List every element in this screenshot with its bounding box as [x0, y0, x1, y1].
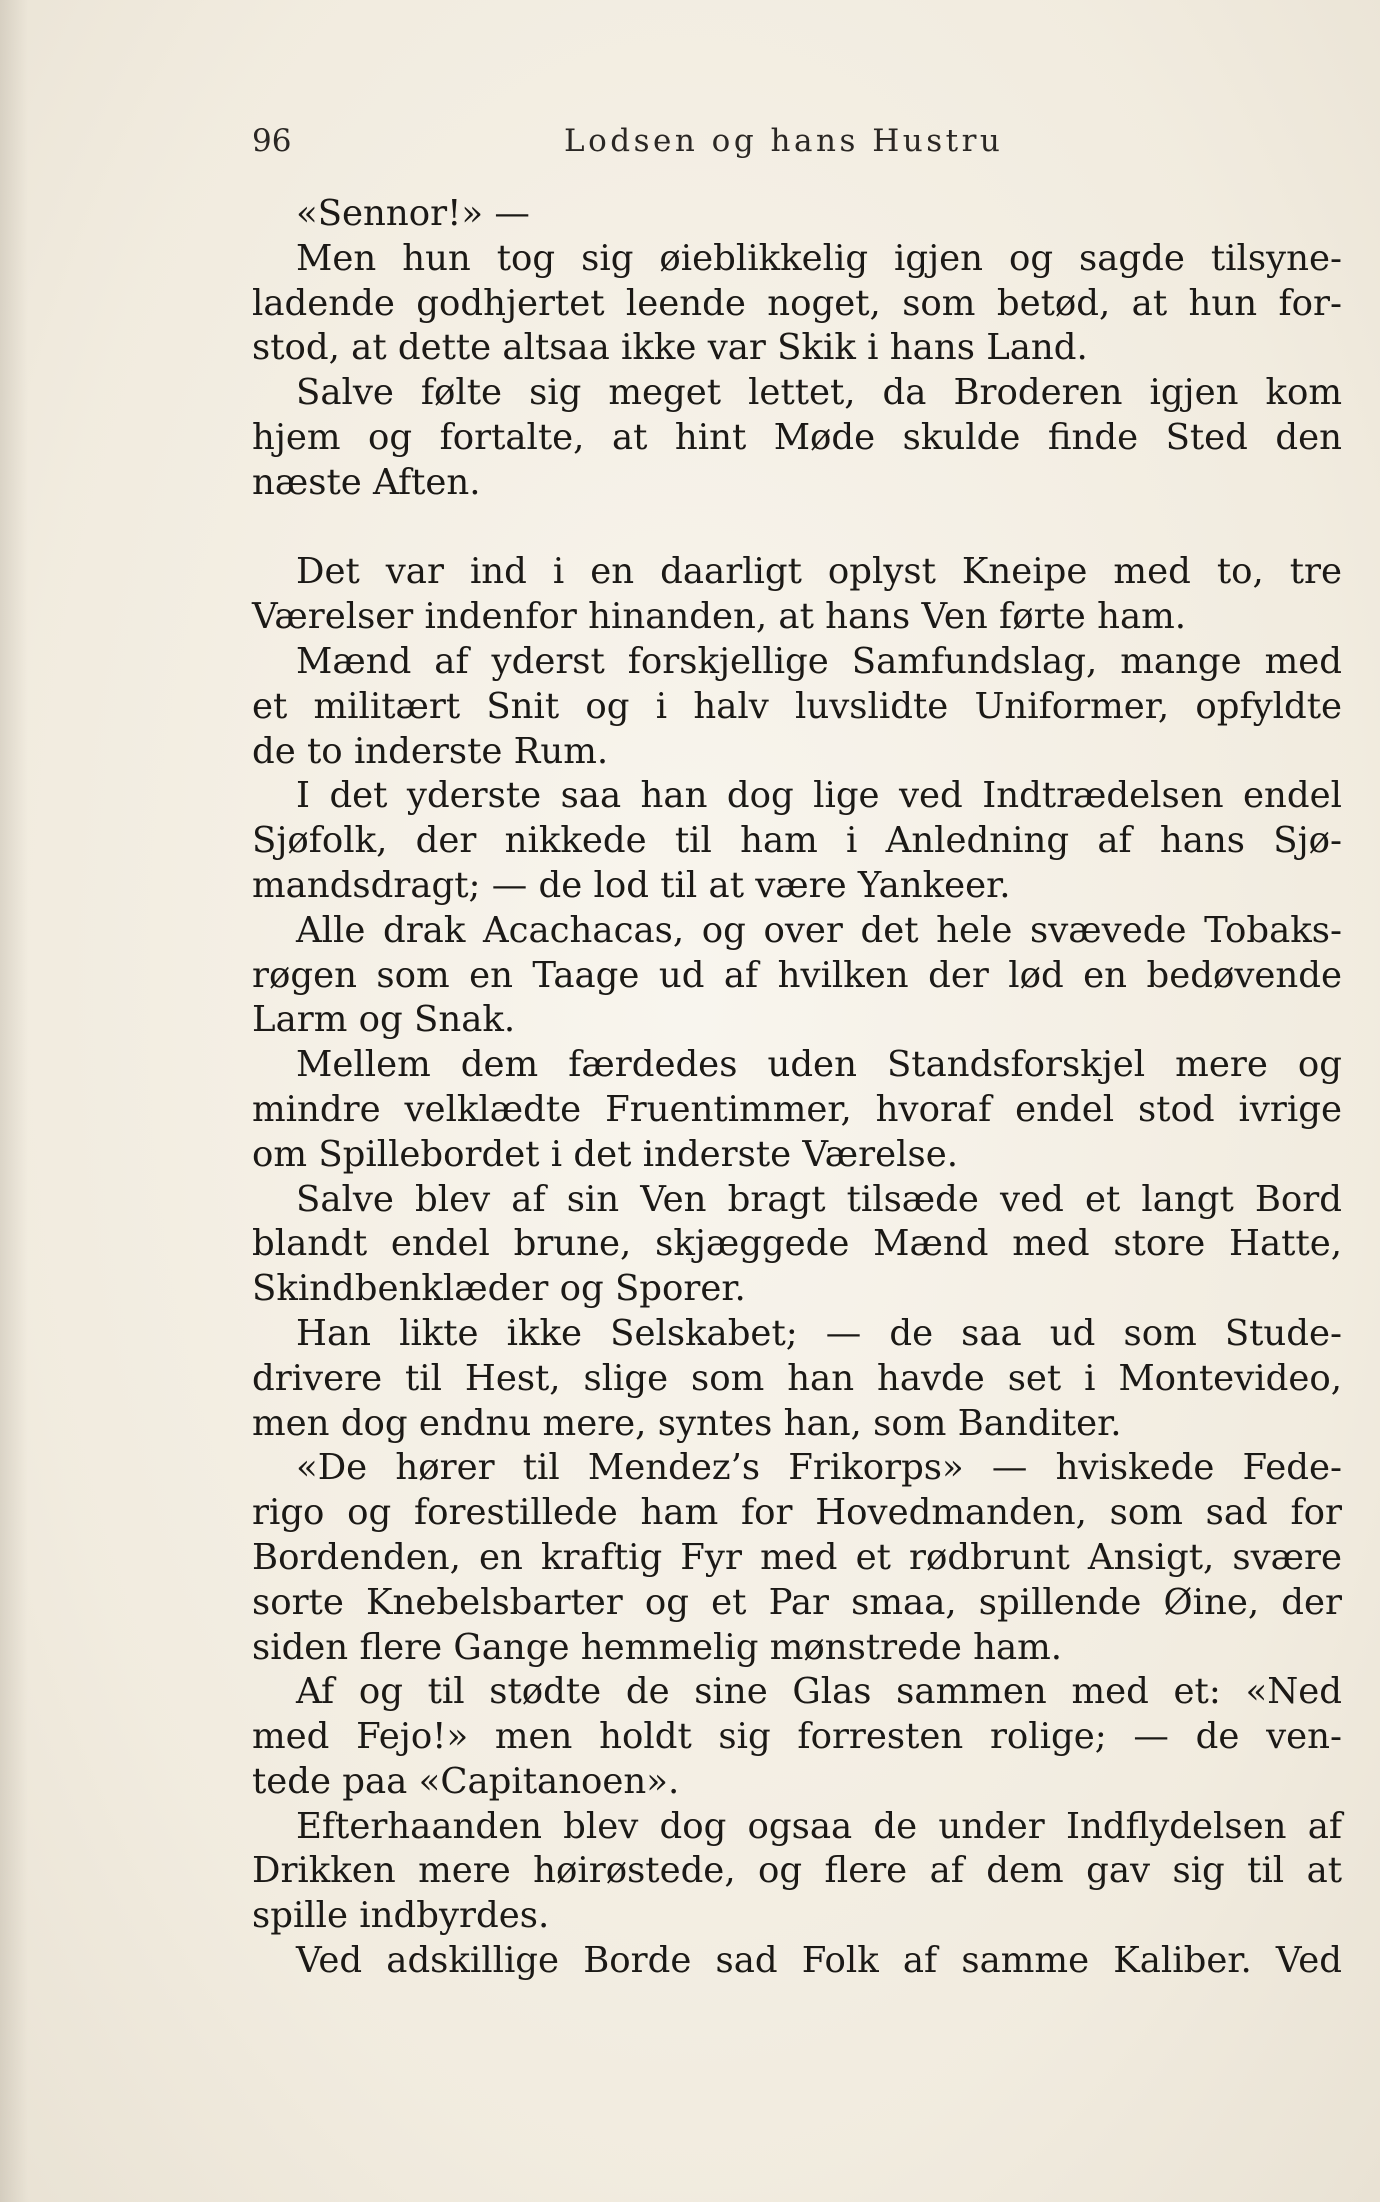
text-line: Men hun tog sig øieblikkelig igjen og sagde tilsyne- [296, 237, 1342, 279]
text-line: Ved adskillige Borde sad Folk af samme Kaliber. Ved [296, 1940, 1342, 1982]
body-text [252, 192, 1342, 1984]
binding-shadow [0, 0, 28, 2202]
text-line: stod, at dette altsaa ikke var Skik i hans Land. [252, 327, 1088, 369]
text-line: mindre velklædte Fruentimmer, hvoraf endel stod ivrige [252, 1088, 1342, 1130]
text-line: Efterhaanden blev dog ogsaa de under Indflydelsen af [296, 1805, 1342, 1847]
running-title: Lodsen og hans Hustru [564, 123, 1004, 159]
page-number: 96 [252, 123, 292, 159]
text-line: Det var ind i en daarligt oplyst Kneipe med to, tre [296, 551, 1342, 593]
text-line: rigo og forestillede ham for Hovedmanden, som sad for [252, 1492, 1342, 1534]
text-line: ladende godhjertet leende noget, som betød, at hun for- [252, 282, 1342, 324]
text-line: «Sennor!» — [296, 193, 530, 234]
text-line: drivere til Hest, slige som han havde set i Montevideo, [252, 1357, 1342, 1399]
text-line: Skindbenklæder og Sporer. [252, 1268, 746, 1310]
text-line: siden flere Gange hemmelig mønstrede ham. [252, 1626, 1063, 1668]
text-line: tede paa «Capitanoen». [252, 1760, 680, 1802]
text-line: sorte Knebelsbarter og et Par smaa, spillende Øine, der [252, 1581, 1342, 1623]
text-line: Alle drak Acachacas, og over det hele svævede Tobaks- [296, 909, 1342, 951]
text-line: «De hører til Mendez’s Frikorps» — hviskede Fede- [296, 1447, 1342, 1489]
text-line: Mænd af yderst forskjellige Samfundslag, mange med [296, 640, 1342, 682]
text-line: Værelser indenfor hinanden, at hans Ven førte ham. [252, 596, 1187, 638]
text-line: mandsdragt; — de lod til at være Yankeer. [252, 864, 1011, 906]
text-line: I det yderste saa han dog lige ved Indtrædelsen endel [296, 775, 1342, 817]
text-line: Bordenden, en kraftig Fyr med et rødbrunt Ansigt, svære [252, 1536, 1342, 1578]
text-line: Larm og Snak. [252, 999, 516, 1041]
text-line: Drikken mere høirøstede, og flere af dem gav sig til at [252, 1850, 1342, 1892]
text-line: hjem og fortalte, at hint Møde skulde finde Sted den [252, 416, 1342, 458]
text-line: de to inderste Rum. [252, 730, 609, 772]
text-line: men dog endnu mere, syntes han, som Banditer. [252, 1402, 1122, 1444]
text-line: røgen som en Taage ud af hvilken der lød en bedøvende [252, 954, 1342, 996]
page-header [252, 118, 1342, 164]
text-line: et militært Snit og i halv luvslidte Uniformer, opfyldte [252, 685, 1342, 727]
text-line: spille indbyrdes. [252, 1895, 550, 1937]
text-line: med Fejo!» men holdt sig forresten rolige; — de ven- [252, 1716, 1342, 1758]
text-line: næste Aften. [252, 461, 481, 503]
text-line: blandt endel brune, skjæggede Mænd med store Hatte, [252, 1223, 1342, 1265]
text-line: om Spillebordet i det inderste Værelse. [252, 1133, 958, 1175]
text-line: Salve følte sig meget lettet, da Broderen igjen kom [296, 372, 1342, 414]
text-line: Mellem dem færdedes uden Standsforskjel mere og [296, 1044, 1342, 1086]
text-line: Sjøfolk, der nikkede til ham i Anledning af hans Sjø- [252, 820, 1342, 862]
text-line: Salve blev af sin Ven bragt tilsæde ved et langt Bord [296, 1178, 1342, 1220]
text-line: Af og til stødte de sine Glas sammen med et: «Ned [296, 1671, 1342, 1713]
paragraph-gap [252, 506, 1342, 551]
text-line: Han likte ikke Selskabet; — de saa ud som Stude- [296, 1312, 1342, 1354]
